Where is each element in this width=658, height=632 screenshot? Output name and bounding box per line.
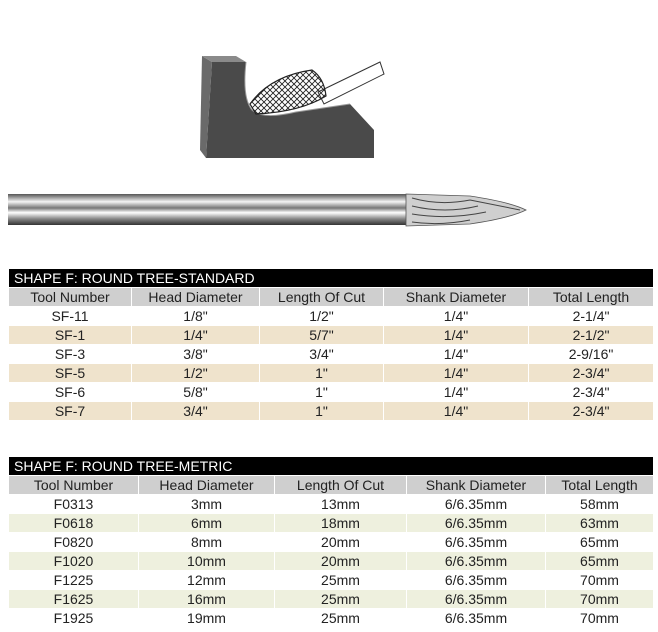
table-cell: 1/4" [384,383,529,402]
table-cell: 1/4" [384,402,529,421]
table-cell: 2-1/2" [529,326,654,345]
table-cell: 20mm [275,552,407,571]
table-cell: 3/4" [260,345,384,364]
column-header: Shank Diameter [407,476,546,495]
table-cell: 2-1/4" [529,307,654,326]
table-cell: 12mm [139,571,275,590]
table-cell: 3/8" [132,345,260,364]
table-cell: 10mm [139,552,275,571]
table-cell: 1/4" [132,326,260,345]
table-cell: 1" [260,402,384,421]
table-row [9,533,654,552]
table-cell: 25mm [275,571,407,590]
table-cell: SF-11 [9,307,132,326]
table-cell: 1/8" [132,307,260,326]
table-cell: 6/6.35mm [407,571,546,590]
column-header: Total Length [546,476,654,495]
header-row [9,476,654,495]
table-row [9,514,654,533]
column-header: Length Of Cut [275,476,407,495]
table-cell: 1/4" [384,307,529,326]
table-row [9,495,654,514]
standard-sizes-table [8,268,654,421]
table-cell: 8mm [139,533,275,552]
header-row [9,288,654,307]
table-cell: 6/6.35mm [407,514,546,533]
table-cell: SF-5 [9,364,132,383]
table-cell: 6/6.35mm [407,609,546,628]
table-row [9,345,654,364]
table-cell: 1/2" [132,364,260,383]
table-row [9,364,654,383]
burr-side-view [8,194,526,226]
burr-head-icon [250,70,326,114]
table-cell: 1" [260,364,384,383]
column-header: Head Diameter [139,476,275,495]
table-title: SHAPE F: ROUND TREE-METRIC [9,457,654,476]
table-cell: 6mm [139,514,275,533]
table-cell: 6/6.35mm [407,495,546,514]
table-cell: 70mm [546,609,654,628]
table-cell: 2-9/16" [529,345,654,364]
table-cell: 65mm [546,533,654,552]
column-header: Head Diameter [132,288,260,307]
table-cell: 5/7" [260,326,384,345]
table-cell: 16mm [139,590,275,609]
table-cell: SF-3 [9,345,132,364]
table-row [9,402,654,421]
table-cell: 5/8" [132,383,260,402]
table-row [9,609,654,628]
burr-illustration [0,0,658,240]
table-cell: 2-3/4" [529,364,654,383]
table-cell: F1020 [9,552,139,571]
table-cell: 18mm [275,514,407,533]
column-header: Tool Number [9,476,139,495]
table-row [9,383,654,402]
table-cell: 6/6.35mm [407,552,546,571]
table-cell: 6/6.35mm [407,533,546,552]
column-header: Total Length [529,288,654,307]
table-row [9,326,654,345]
table-cell: 13mm [275,495,407,514]
table-cell: 1/4" [384,326,529,345]
table-cell: 65mm [546,552,654,571]
table-cell: F1625 [9,590,139,609]
table-cell: SF-7 [9,402,132,421]
table-cell: 1/2" [260,307,384,326]
table-cell: 19mm [139,609,275,628]
table-row [9,571,654,590]
table-cell: 2-3/4" [529,402,654,421]
table-cell: 1/4" [384,364,529,383]
table-cell: F0313 [9,495,139,514]
table-cell: 3mm [139,495,275,514]
table-row [9,590,654,609]
table-cell: 3/4" [132,402,260,421]
table-row [9,552,654,571]
metric-sizes-table [8,456,654,628]
table-cell: 1" [260,383,384,402]
column-header: Shank Diameter [384,288,529,307]
table-cell: 2-3/4" [529,383,654,402]
table-cell: F0820 [9,533,139,552]
table-cell: F1225 [9,571,139,590]
table-row [9,307,654,326]
burr-shank [318,62,384,104]
table-cell: SF-6 [9,383,132,402]
table-cell: 20mm [275,533,407,552]
column-header: Length Of Cut [260,288,384,307]
table-cell: 25mm [275,590,407,609]
table-cell: F0618 [9,514,139,533]
table-cell: 63mm [546,514,654,533]
table-title: SHAPE F: ROUND TREE-STANDARD [9,269,654,288]
table-cell: 1/4" [384,345,529,364]
table-cell: 70mm [546,590,654,609]
table-cell: 6/6.35mm [407,590,546,609]
column-header: Tool Number [9,288,132,307]
table-cell: 70mm [546,571,654,590]
table-cell: F1925 [9,609,139,628]
table-cell: SF-1 [9,326,132,345]
table-cell: 58mm [546,495,654,514]
table-cell: 25mm [275,609,407,628]
